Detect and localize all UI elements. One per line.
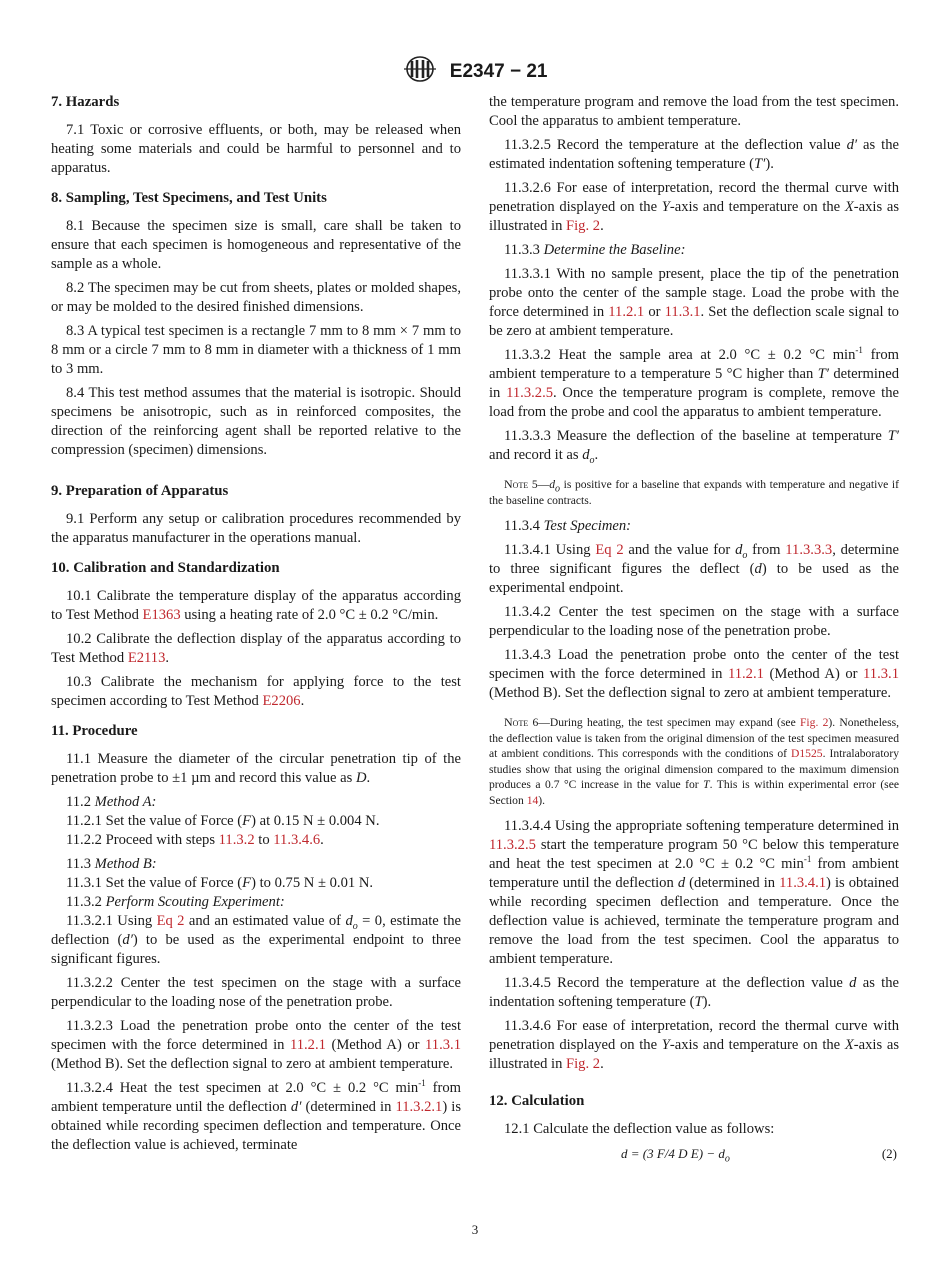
ref-11-2-1-link[interactable]: 11.2.1 [289,1037,326,1053]
ref-11-2-1-link[interactable]: 11.2.1 [727,666,764,682]
para-10-3: 10.3 Calibrate the mechanism for applying force to the test specimen according to Test Method E2206. [51,674,461,709]
para-11-2: 11.2 Method A: [66,794,157,810]
section-11-title: 11. Procedure [51,723,138,739]
equation-2: d = (3 F/4 D $E) - d_o$ (2) [621,1146,897,1165]
ref-11-2-1-link[interactable]: 11.2.1 [608,304,645,320]
para-11-3-3: 11.3.3 Determine the Baseline: [504,242,686,258]
document-id: E2347 − 21 [449,61,548,82]
ref-fig-2-link[interactable]: Fig. 2 [566,218,601,234]
para-8-2: 8.2 The specimen may be cut from sheets, plates or molded shapes, or may be molded to the desired finished dimensions. [51,280,461,315]
para-11-3-3-2: 11.3.3.2 Heat the sample area at 2.0 °C ± 0.2 °C $\min^{-1}$ from ambient temperature to a temperature 5 °C higher than T′ determined in 11.3.2.5. Once the temperature program is complete, remove the load from the probe and cool the apparatus to ambient temperature. [489,345,899,420]
para-8-1: 8.1 Because the specimen size is small, care shall be taken to ensure that each specimen is homogeneous and representative of the sample as a whole. [51,218,461,272]
para-9-1: 9.1 Perform any setup or calibration procedures recommended by the apparatus manufacturer in the operations manual. [51,511,461,546]
ref-11-3-4-6-link[interactable]: 11.3.4.6 [273,832,321,848]
ref-fig-2-link[interactable]: Fig. 2 [799,716,829,729]
para-11-2-2: 11.2.2 Proceed with steps 11.3.2 to 11.3.4.6. [66,832,324,848]
para-8-4: 8.4 This test method assumes that the material is isotropic. Should specimens be anisotropic, such as in reinforced composites, the direction of the reinforcing agent shall be reported relative to the compression (specimen) dimensions. [51,385,461,458]
para-11-3-3-1: 11.3.3.1 With no sample present, place the tip of the penetration probe onto the center of the sample stage. Load the probe with the force determined in 11.2.1 or 11.3.1. Set the deflection scale signal to be zero at ambient temperature. [489,266,899,339]
page-header [0,56,950,88]
note-5: Note $5—d_o$ is positive for a baseline that expands with temperature and negative if the baseline contracts. [489,477,899,507]
astm-logo-icon [402,56,438,88]
para-11-3-2-2: 11.3.2.2 Center the test specimen on the stage with a surface perpendicular to the loading nose of the penetration probe. [51,975,461,1010]
para-11-3-3-3: 11.3.3.3 Measure the deflection of the baseline at temperature T′ and record it as $d_o$. [489,428,899,466]
para-11-3-2: 11.3.2 Perform Scouting Experiment: [66,894,285,910]
para-11-3-4: 11.3.4 Test Specimen: [504,518,632,534]
para-continued: the temperature program and remove the load from the test specimen. Cool the apparatus to ambient temperature. [489,94,899,129]
para-11-3-4-2: 11.3.4.2 Center the test specimen on the stage with a surface perpendicular to the loading nose of the penetration probe. [489,604,899,639]
left-column [51,93,461,1160]
para-11-3-4-3: 11.3.4.3 Load the penetration probe onto the center of the test specimen with the force determined in 11.2.1 (Method A) or 11.3.1 (Method B). Set the deflection signal to zero at ambient temperature. [489,647,899,701]
ref-fig-2-link[interactable]: Fig. 2 [566,1056,601,1072]
ref-11-3-2-1-link[interactable]: 11.3.2.1 [395,1099,443,1115]
ref-11-3-2-5-link[interactable]: 11.3.2.5 [506,385,554,401]
para-11-3-2-4: 11.3.2.4 Heat the test specimen at 2.0 °C ± 0.2 °C $\min^{-1}$ from ambient temperature until the deflection d′ (determined in 11.3.2.1) is obtained while recording specimen deflection and temperature. Once the deflection value is achieved, terminate [51,1078,461,1153]
section-7-title: 7. Hazards [51,94,120,110]
para-11-3-2-1: 11.3.2.1 Using Eq 2 and an estimated value of $d_o = 0$, estimate the deflection (d′) to be used as the experimental endpoint to three significant figures. [51,913,461,967]
section-12-title: 12. Calculation [489,1093,585,1109]
para-11-3-4-1: 11.3.4.1 Using Eq 2 and the value for $d_o$ from 11.3.3.3, determine to three significant figures the deflect (d) to be used as the experimental endpoint. [489,542,899,596]
para-11-1: 11.1 Measure the diameter of the circular penetration tip of the penetration probe to ±1 µm and record this value as D. [51,751,461,786]
ref-11-3-2-link[interactable]: 11.3.2 [218,832,255,848]
ref-11-3-1-link[interactable]: 11.3.1 [863,666,899,682]
para-11-2-1: 11.2.1 Set the value of Force (F) at 0.15 N ± 0.004 N. [66,813,380,829]
right-column [489,93,899,1163]
section-8-title: 8. Sampling, Test Specimens, and Test Units [51,190,327,206]
para-11-3-2-6: 11.3.2.6 For ease of interpretation, record the thermal curve with penetration displayed on the Y-axis and temperature on the X-axis as illustrated in Fig. 2. [489,180,899,234]
equation-text: d = (3 F/4 D E) − d [621,1146,725,1161]
para-12-1: 12.1 Calculate the deflection value as follows: [504,1121,775,1137]
para-11-3-4-5: 11.3.4.5 Record the temperature at the deflection value d as the indentation softening temperature (T). [489,975,899,1010]
ref-d1525-link[interactable]: D1525 [791,747,823,760]
para-11-3: 11.3 Method B: [66,856,157,872]
ref-eq-2-link[interactable]: Eq 2 [156,913,185,929]
ref-11-3-1-link[interactable]: 11.3.1 [425,1037,461,1053]
para-11-3-4-4: 11.3.4.4 Using the appropriate softening temperature determined in 11.3.2.5 start the temperature program 50 °C below this temperature and heat the test specimen at 2.0 °C ± 0.2 °C $\min^{-1}$ from ambient temperature until the deflection d (determined in 11.3.4.1) is obtained while recording specimen deflection and temperature. Once the deflection value is achieved, terminate the temperature program and remove the load from the test specimen. Cool the apparatus to ambient temperature. [489,818,899,967]
ref-e2206-link[interactable]: E2206 [262,693,301,709]
section-10-title: 10. Calibration and Standardization [51,560,280,576]
ref-e2113-link[interactable]: E2113 [127,650,166,666]
para-8-3: 8.3 A typical test specimen is a rectangle 7 mm to 8 mm × 7 mm to 8 mm or a circle 7 mm to 8 mm in diameter with a thickness of 1 mm to 3 mm. [51,323,461,377]
equation-number: (2) [881,1146,897,1161]
note-6: Note 6—During heating, the test specimen may expand (see Fig. 2). Nonetheless, the deflection value is taken from the original dimension of the test specimen measured at ambient conditions. This corresponds with the conditions of D1525. Intralaboratory studies show that using the original dimension compared to the maximum dimension produces a 0.7 °C increase in the value for T. This is within experimental error (see Section 14). [489,715,899,807]
para-11-3-2-3: 11.3.2.3 Load the penetration probe onto the center of the test specimen with the force determined in 11.2.1 (Method A) or 11.3.1 (Method B). Set the deflection signal to zero at ambient temperature. [51,1018,461,1072]
ref-11-3-4-1-link[interactable]: 11.3.4.1 [779,875,827,891]
para-7-1: 7.1 Toxic or corrosive effluents, or both, may be released when heating some materials and could be harmful to personnel and to apparatus. [51,122,461,176]
para-10-2: 10.2 Calibrate the deflection display of the apparatus according to Test Method E2113. [51,631,461,666]
ref-section-14-link[interactable]: 14 [526,793,539,807]
section-9-title: 9. Preparation of Apparatus [51,483,229,499]
para-10-1: 10.1 Calibrate the temperature display of the apparatus according to Test Method E1363 using a heating rate of 2.0 °C ± 0.2 °C/min. [51,588,461,623]
ref-11-3-2-5-link[interactable]: 11.3.2.5 [489,837,536,853]
para-11-3-2-5: 11.3.2.5 Record the temperature at the deflection value d′ as the estimated indentation softening temperature (T′). [489,137,899,172]
ref-eq-2-link[interactable]: Eq 2 [595,542,624,558]
para-11-3-4-6: 11.3.4.6 For ease of interpretation, record the thermal curve with penetration displayed on the Y-axis and temperature on the X-axis as illustrated in Fig. 2. [489,1018,899,1072]
ref-11-3-3-3-link[interactable]: 11.3.3.3 [785,542,833,558]
ref-11-3-1-link[interactable]: 11.3.1 [664,304,701,320]
para-11-3-1: 11.3.1 Set the value of Force (F) to 0.75 N ± 0.01 N. [66,875,374,891]
ref-e1363-link[interactable]: E1363 [142,607,181,623]
page-number: 3 [471,1222,479,1237]
